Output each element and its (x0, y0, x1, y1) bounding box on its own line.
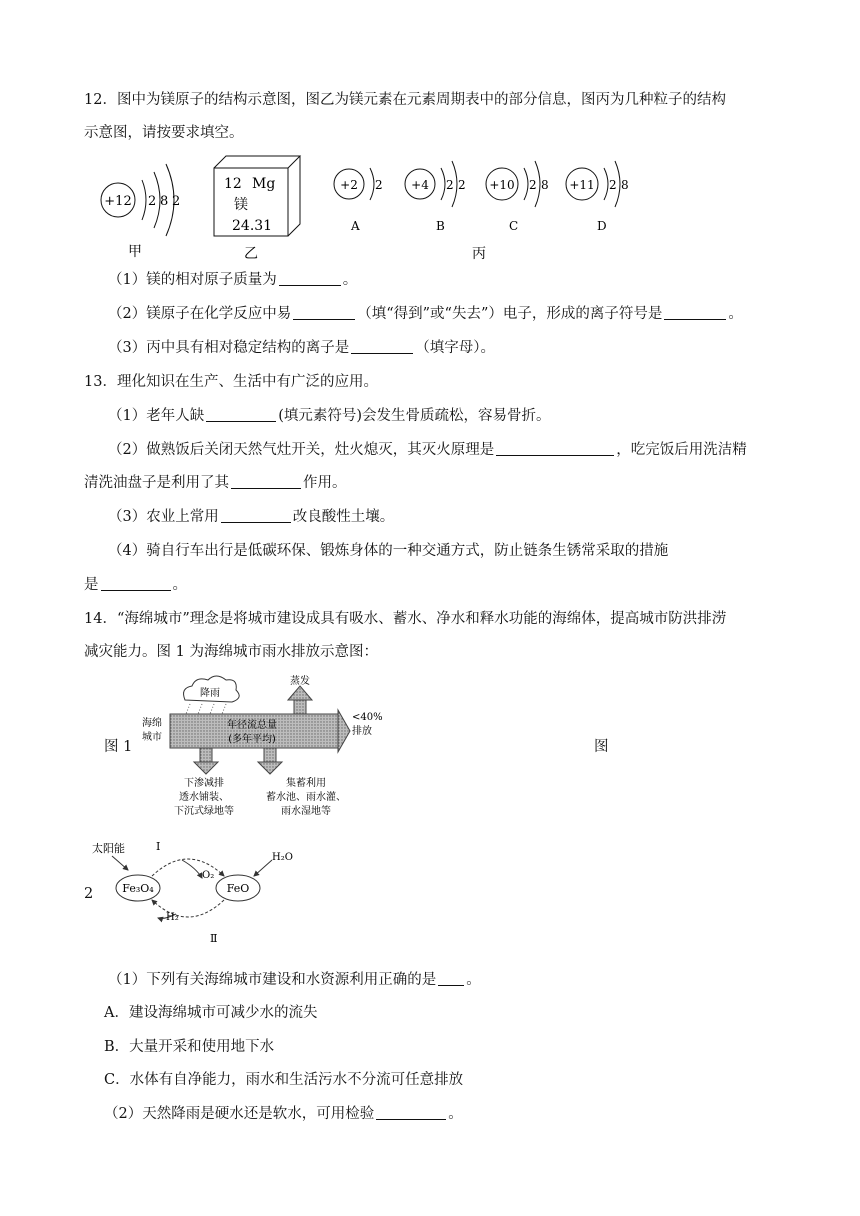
svg-text:蒸发: 蒸发 (290, 676, 310, 687)
element-mass: 24.31 (232, 218, 273, 234)
answer-blank[interactable] (101, 576, 171, 591)
q12-figure (84, 148, 704, 266)
particle-b-label: B (436, 219, 445, 233)
answer-blank[interactable] (231, 474, 301, 489)
answer-blank[interactable] (279, 271, 341, 286)
answer-blank[interactable] (293, 305, 355, 320)
o2-label: O₂ (202, 870, 215, 881)
answer-blank[interactable] (664, 305, 726, 320)
svg-text:+10: +10 (489, 178, 515, 192)
periodic-table-cell (214, 156, 300, 262)
svg-text:8: 8 (541, 178, 549, 192)
svg-text:2: 2 (375, 178, 383, 192)
svg-text:集蓄利用: 集蓄利用 (286, 778, 326, 789)
svg-text:排放: 排放 (352, 726, 372, 737)
svg-text:海绵: 海绵 (142, 718, 162, 729)
answer-blank[interactable] (496, 441, 614, 456)
svg-text:2: 2 (458, 178, 466, 192)
svg-text:年径流总量: 年径流总量 (227, 720, 277, 731)
q12-text-line1: 12．图中为镁原子的结构示意图，图乙为镁元素在元素周期表中的部分信息，图丙为几种粒子的结构 (84, 92, 726, 108)
svg-text:2: 2 (609, 178, 617, 192)
jia-shell-1: 2 (148, 194, 157, 209)
particle-a (334, 168, 383, 233)
fig2-label-end: 2 (84, 886, 94, 902)
q13-sub2-cont: 清洗油盘子是利用了其 作用。 (84, 475, 347, 491)
q13-sub2: （2）做熟饭后关闭天然气灶开关，灶火熄灭，其灭火原理是 ，吃完饭后用洗洁精 (108, 442, 747, 458)
q13-sub1: （1）老年人缺 (填元素符号)会发生骨质疏松，容易骨折。 (108, 408, 551, 424)
q14-sub1: （1）下列有关海绵城市建设和水资源利用正确的是 。 (108, 972, 481, 988)
svg-text:8: 8 (621, 178, 629, 192)
svg-text:下沉式绿地等: 下沉式绿地等 (174, 806, 234, 817)
q12-sub2: （2）镁原子在化学反应中易 （填“得到”或“失去”）电子，形成的离子符号是 。 (108, 306, 743, 322)
cloud-icon (184, 676, 240, 714)
q14-sub2: （2）天然降雨是硬水还是软水，可用检验 。 (104, 1106, 463, 1122)
fe3o4-label: Fe₃O₄ (122, 882, 154, 895)
solar-energy-label: 太阳能 (92, 842, 125, 855)
option-b[interactable]: B．大量开采和使用地下水 (104, 1039, 275, 1055)
q12-text-line2: 示意图，请按要求填空。 (84, 125, 244, 141)
svg-text:+4: +4 (411, 178, 429, 192)
step-ii-label: Ⅱ (210, 932, 218, 945)
svg-text:+11: +11 (569, 178, 595, 192)
answer-blank[interactable] (438, 971, 464, 986)
element-number: 12 (224, 176, 242, 192)
option-c[interactable]: C．水体有自净能力，雨水和生活污水不分流可任意排放 (104, 1072, 464, 1088)
sponge-city-diagram (140, 670, 390, 820)
element-name: 镁 (234, 197, 248, 213)
bing-label: 丙 (472, 246, 486, 262)
svg-text:透水铺装、: 透水铺装、 (179, 792, 229, 803)
q12-sub1: （1）镁的相对原子质量为 。 (108, 272, 358, 288)
element-symbol: Mg (252, 176, 276, 192)
svg-text:雨水湿地等: 雨水湿地等 (281, 806, 331, 817)
magnesium-atom-diagram (101, 164, 180, 260)
particle-c (486, 161, 549, 233)
answer-blank[interactable] (206, 407, 276, 422)
yi-label: 乙 (244, 246, 258, 262)
svg-text:蓄水池、雨水灌、: 蓄水池、雨水灌、 (266, 792, 346, 803)
h2-label: H₂ (166, 912, 179, 923)
svg-text:降雨: 降雨 (200, 688, 220, 699)
q13-sub3: （3）农业上常用 改良酸性土壤。 (108, 509, 395, 525)
iron-oxide-cycle-diagram (92, 838, 312, 950)
answer-blank[interactable] (221, 508, 291, 523)
svg-text:2: 2 (529, 178, 537, 192)
jia-shell-3: 2 (172, 194, 181, 209)
jia-shell-2: 8 (160, 194, 169, 209)
q13-title: 13．理化知识在生产、生活中有广泛的应用。 (84, 374, 378, 390)
particle-b (405, 161, 466, 233)
jia-label: 甲 (128, 244, 142, 260)
fig2-label-start: 图 (594, 739, 609, 755)
svg-text:下渗减排: 下渗减排 (184, 778, 224, 789)
q12-sub3: （3）丙中具有相对稳定结构的离子是 （填字母）。 (108, 340, 495, 356)
feo-label: FeO (226, 882, 250, 895)
svg-text:<40%: <40% (352, 712, 383, 723)
answer-blank[interactable] (376, 1105, 446, 1120)
option-a[interactable]: A．建设海绵城市可减少水的流失 (104, 1005, 318, 1021)
answer-blank[interactable] (351, 339, 413, 354)
svg-text:(多年平均): (多年平均) (228, 734, 276, 745)
step-i-label: I (156, 840, 161, 853)
svg-text:2: 2 (446, 178, 454, 192)
particle-c-label: C (509, 219, 519, 233)
particle-a-label: A (351, 219, 360, 233)
jia-nucleus: +12 (104, 194, 132, 209)
q14-text-line2: 减灾能力。图 1 为海绵城市雨水排放示意图： (84, 644, 378, 660)
particle-d (566, 161, 629, 233)
h2o-label: H₂O (272, 852, 293, 863)
q14-text-line1: 14．“海绵城市”理念是将城市建设成具有吸水、蓄水、净水和释水功能的海绵体，提高城市防洪排涝 (84, 611, 727, 627)
svg-text:城市: 城市 (142, 732, 162, 743)
q13-sub4-cont: 是 。 (84, 577, 187, 593)
q13-sub4: （4）骑自行车出行是低碳环保、锻炼身体的一种交通方式，防止链条生锈常采取的措施 (108, 543, 669, 559)
fig1-label: 图 1 (104, 739, 133, 755)
svg-text:+2: +2 (340, 178, 358, 192)
particle-d-label: D (597, 219, 607, 233)
